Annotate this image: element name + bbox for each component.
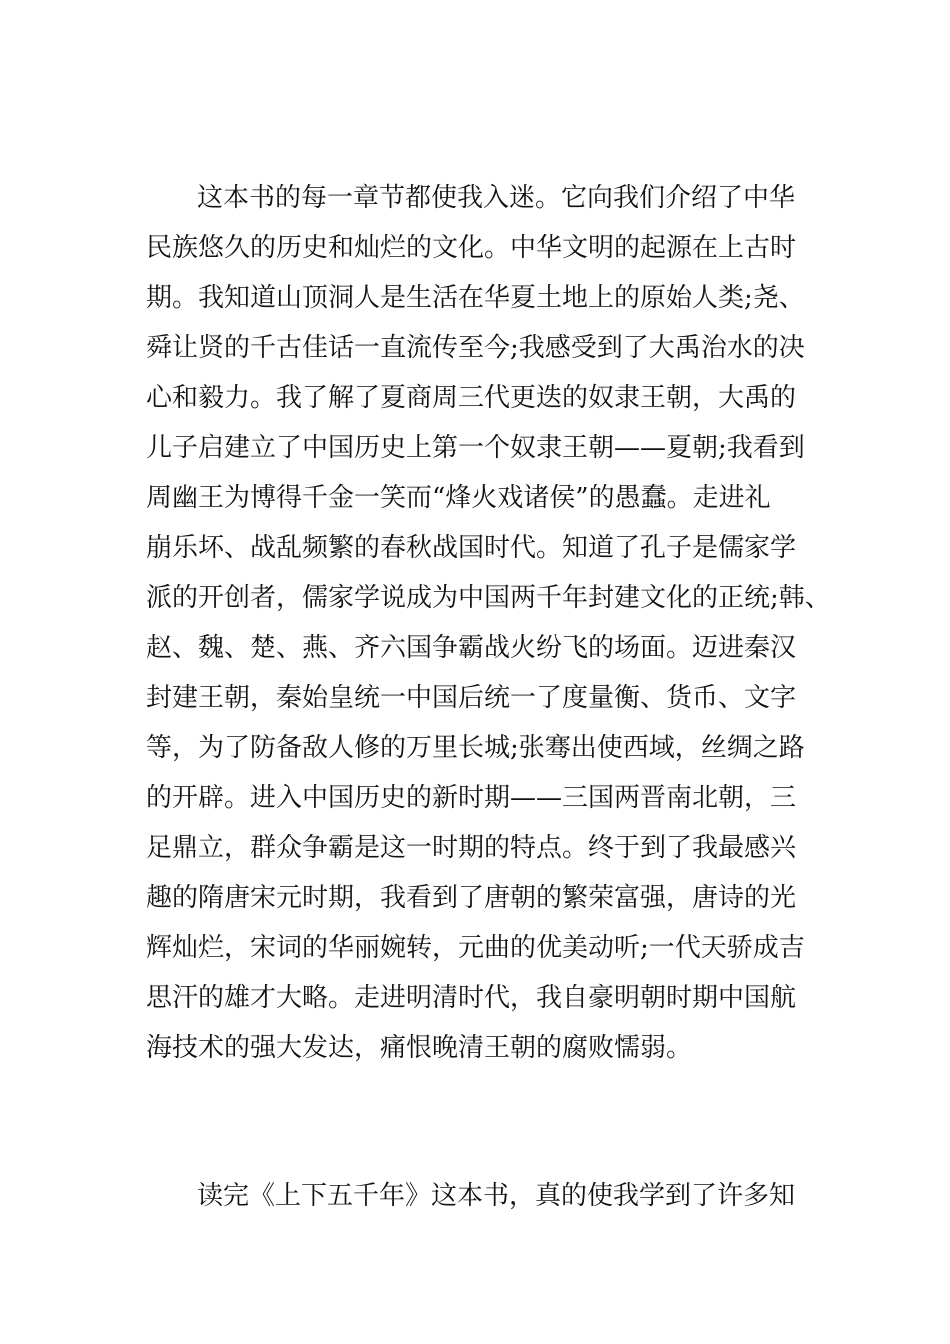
paragraph-1-line: 海技术的强大发达，痛恨晚清王朝的腐败懦弱。 (146, 1033, 693, 1063)
paragraph-1-line: 派的开创者，儒家学说成为中国两千年封建文化的正统;韩、 (146, 583, 831, 613)
paragraph-1-line: 赵、魏、楚、燕、齐六国争霸战火纷飞的场面。迈进秦汉 (146, 633, 797, 663)
paragraph-1-line: 足鼎立，群众争霸是这一时期的特点。终于到了我最感兴 (146, 833, 797, 863)
paragraph-1-line: 周幽王为博得千金一笑而“烽火戏诸侯”的愚蠢。走进礼 (146, 483, 771, 513)
paragraph-1-line: 崩乐坏、战乱频繁的春秋战国时代。知道了孔子是儒家学 (146, 533, 797, 563)
paragraph-1-line: 这本书的每一章节都使我入迷。它向我们介绍了中华 (197, 183, 796, 213)
paragraph-1-line: 期。我知道山顶洞人是生活在华夏土地上的原始人类;尧、 (146, 283, 805, 313)
paragraph-1-line: 趣的隋唐宋元时期，我看到了唐朝的繁荣富强，唐诗的光 (146, 883, 797, 913)
paragraph-1-line: 舜让贤的千古佳话一直流传至今;我感受到了大禹治水的决 (146, 333, 805, 363)
paragraph-1-line: 心和毅力。我了解了夏商周三代更迭的奴隶王朝，大禹的 (146, 383, 797, 413)
paragraph-1-line: 儿子启建立了中国历史上第一个奴隶王朝——夏朝;我看到 (146, 433, 805, 463)
paragraph-1-line: 封建王朝，秦始皇统一中国后统一了度量衡、货币、文字 (146, 683, 797, 713)
paragraph-1-line: 的开辟。进入中国历史的新时期——三国两晋南北朝，三 (146, 783, 797, 813)
paragraph-2-line: 读完《上下五千年》这本书，真的使我学到了许多知 (197, 1181, 796, 1211)
paragraph-1-line: 民族悠久的历史和灿烂的文化。中华文明的起源在上古时 (146, 233, 797, 263)
paragraph-1-line: 等，为了防备敌人修的万里长城;张骞出使西域，丝绸之路 (146, 733, 805, 763)
paragraph-1-line: 思汗的雄才大略。走进明清时代，我自豪明朝时期中国航 (146, 983, 797, 1013)
paragraph-1-line: 辉灿烂，宋词的华丽婉转，元曲的优美动听;一代天骄成吉 (146, 933, 805, 963)
